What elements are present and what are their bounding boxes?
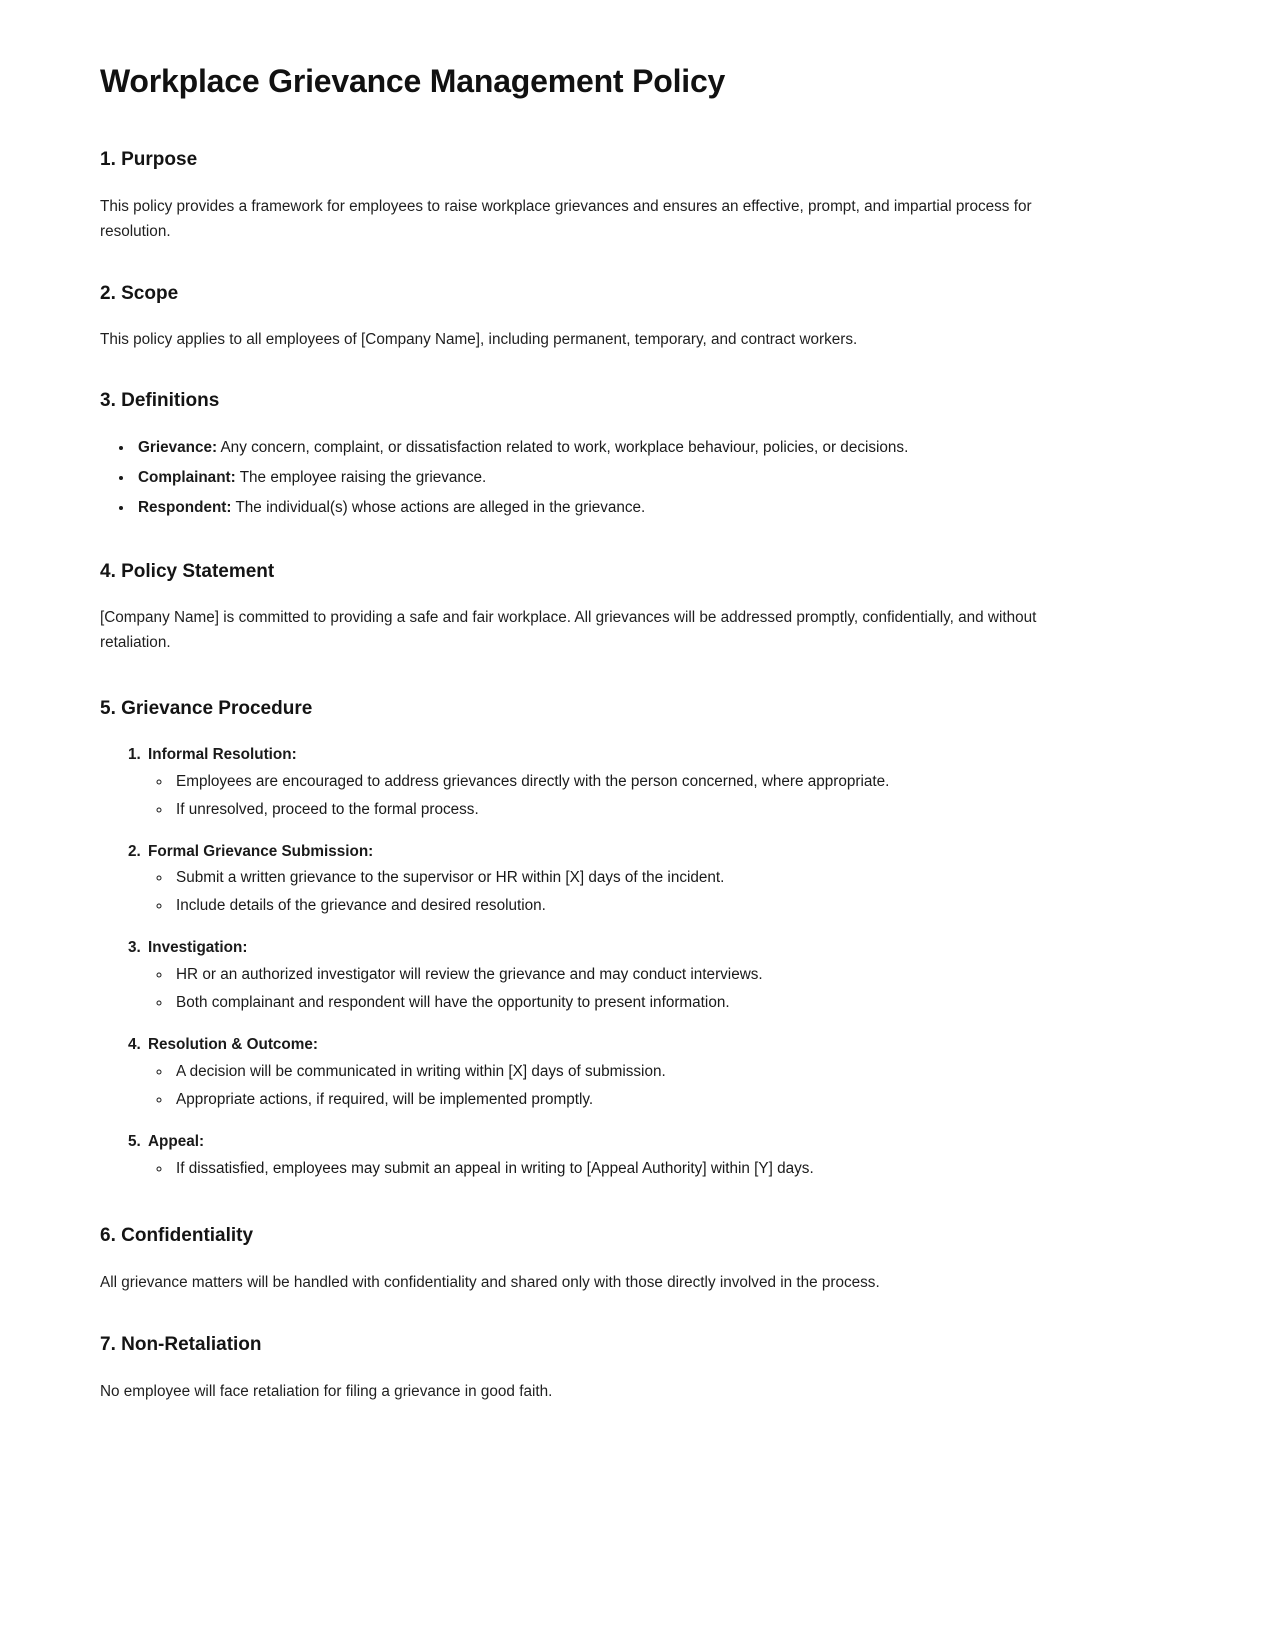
procedure-step-label: Investigation: — [148, 939, 248, 957]
list-item: ◦ Employees are encouraged to address grievances directly with the person concerned, where appropriate. — [172, 771, 1163, 794]
section-heading-non-retaliation: 7. Non-Retaliation — [100, 1334, 262, 1356]
section-scope — [100, 282, 1163, 354]
section-policy-statement — [100, 560, 1163, 656]
list-item: ◦ Include details of the grievance and desired resolution. — [172, 895, 1163, 918]
procedure-sub-list — [148, 867, 1163, 918]
procedure-sub-list — [148, 771, 1163, 822]
procedure-sub-list — [148, 1061, 1163, 1112]
list-item — [134, 466, 1163, 489]
list-item — [134, 436, 1163, 459]
definition-text: Any concern, complaint, or dissatisfaction related to work, workplace behaviour, policies, or decisions. — [217, 438, 909, 456]
list-item — [145, 1034, 1163, 1112]
section-non-retaliation — [100, 1333, 1163, 1405]
list-item: ◦ Appropriate actions, if required, will be implemented promptly. — [172, 1089, 1163, 1112]
list-item: ◦ Submit a written grievance to the supervisor or HR within [X] days of the incident. — [172, 867, 1163, 890]
list-item: ◦ Both complainant and respondent will have the opportunity to present information. — [172, 992, 1163, 1015]
section-heading-scope: 2. Scope — [100, 282, 179, 304]
section-heading-policy-statement: 4. Policy Statement — [100, 560, 275, 582]
procedure-step-label: Informal Resolution: — [148, 745, 297, 763]
procedure-step-label: Resolution & Outcome: — [148, 1036, 318, 1054]
section-heading-grievance-procedure: 5. Grievance Procedure — [100, 697, 313, 719]
definition-term: Grievance: — [138, 438, 218, 456]
section-purpose — [100, 148, 1163, 244]
section-paragraph-non-retaliation: No employee will face retaliation for filing a grievance in good faith. — [100, 1383, 553, 1401]
section-paragraph-scope: This policy applies to all employees of [Company Name], including permanent, temporary, and contract workers. — [100, 331, 858, 349]
definitions-list — [100, 436, 1163, 520]
procedure-list — [100, 744, 1163, 1181]
page-title: Workplace Grievance Management Policy — [100, 63, 726, 99]
list-item: ◦ HR or an authorized investigator will review the grievance and may conduct interviews. — [172, 964, 1163, 987]
section-confidentiality — [100, 1224, 1163, 1296]
list-item — [145, 841, 1163, 919]
section-paragraph-policy-statement: [Company Name] is committed to providing a safe and fair workplace. All grievances will be addressed promptly, confidentially, and without retaliation. — [100, 609, 1037, 652]
procedure-step-label: Appeal: — [148, 1132, 205, 1150]
section-heading-definitions: 3. Definitions — [100, 390, 220, 412]
section-paragraph-confidentiality: All grievance matters will be handled with confidentiality and shared only with those directly involved in the process. — [100, 1273, 880, 1291]
definition-text: The employee raising the grievance. — [235, 469, 487, 487]
section-heading-confidentiality: 6. Confidentiality — [100, 1224, 254, 1246]
section-grievance-procedure — [100, 697, 1163, 1181]
section-definitions — [100, 389, 1163, 520]
procedure-step-label: Formal Grievance Submission: — [148, 842, 374, 860]
definition-text: The individual(s) whose actions are alleged in the grievance. — [231, 499, 646, 517]
procedure-sub-list — [148, 964, 1163, 1015]
list-item: ◦ If unresolved, proceed to the formal process. — [172, 799, 1163, 822]
section-paragraph-purpose: This policy provides a framework for employees to raise workplace grievances and ensures an effective, prompt, and impartial process for resolution. — [100, 198, 1032, 240]
list-item — [145, 937, 1163, 1015]
list-item: ◦ A decision will be communicated in writing within [X] days of submission. — [172, 1061, 1163, 1084]
list-item — [134, 496, 1163, 519]
definition-term: Respondent: — [138, 499, 232, 517]
procedure-sub-list — [148, 1158, 1163, 1181]
list-item — [145, 1131, 1163, 1181]
section-heading-purpose: 1. Purpose — [100, 149, 198, 171]
definition-term: Complainant: — [138, 469, 236, 487]
list-item: ◦ If dissatisfied, employees may submit an appeal in writing to [Appeal Authority] within [Y] days. — [172, 1158, 1163, 1181]
list-item — [145, 744, 1163, 822]
